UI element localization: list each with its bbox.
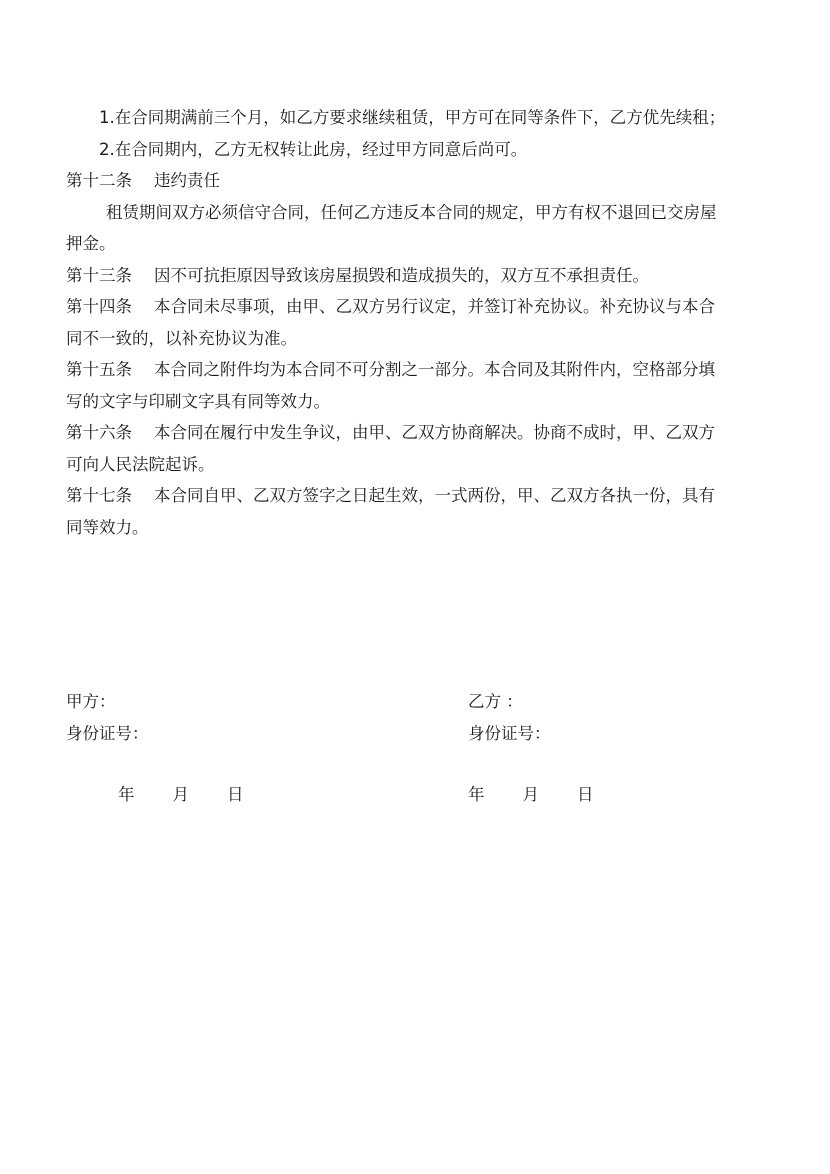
year-label: 年 xyxy=(118,785,135,804)
article-15 xyxy=(66,354,731,417)
renewal-clause-1: 1.在合同期满前三个月，如乙方要求继续租赁，甲方可在同等条件下，乙方优先续租； xyxy=(99,108,726,127)
article-label: 第十三条 xyxy=(66,265,132,285)
month-label: 月 xyxy=(522,785,539,804)
party-b-id-label: 身份证号： xyxy=(468,724,551,743)
article-text: 违约责任 xyxy=(154,171,220,190)
contract-body xyxy=(66,102,731,543)
party-a-label: 甲方： xyxy=(66,692,116,711)
article-12-body: 租赁期间双方必须信守合同，任何乙方违反本合同的规定，甲方有权不退回已交房屋押金。 xyxy=(66,202,717,253)
article-text: 因不可抗拒原因导致该房屋损毁和造成损失的，双方互不承担责任。 xyxy=(154,265,649,285)
month-label: 月 xyxy=(172,785,189,804)
day-label: 日 xyxy=(577,785,594,804)
article-text: 本合同未尽事项，由甲、乙双方另行议定，并签订补充协议。补充协议与本合同不一致的，以补充协议为准。 xyxy=(66,297,715,348)
party-b-date xyxy=(468,779,594,811)
article-label: 第十七条 xyxy=(66,486,132,505)
article-14 xyxy=(66,291,731,354)
article-13 xyxy=(66,260,731,292)
article-text: 本合同在履行中发生争议，由甲、乙双方协商解决。协商不成时，甲、乙双方可向人民法院起诉。 xyxy=(66,423,715,474)
year-label: 年 xyxy=(468,785,485,804)
renewal-clause-2: 2.在合同期内，乙方无权转让此房，经过甲方同意后尚可。 xyxy=(99,139,528,159)
day-label: 日 xyxy=(227,785,244,804)
party-a-id-label: 身份证号： xyxy=(66,724,149,743)
article-16 xyxy=(66,417,731,480)
article-12-heading xyxy=(66,165,731,197)
article-label: 第十五条 xyxy=(66,360,132,379)
article-label: 第十二条 xyxy=(66,171,132,190)
article-label: 第十四条 xyxy=(66,297,132,316)
article-text: 本合同之附件均为本合同不可分割之一部分。本合同及其附件内，空格部分填写的文字与印刷文字具有同等效力。 xyxy=(66,360,715,411)
article-text: 本合同自甲、乙双方签字之日起生效，一式两份，甲、乙双方各执一份，具有同等效力。 xyxy=(66,486,715,537)
party-a-date xyxy=(118,779,244,811)
party-b-label: 乙方 ： xyxy=(468,692,523,711)
article-label: 第十六条 xyxy=(66,423,132,442)
article-17 xyxy=(66,480,731,543)
